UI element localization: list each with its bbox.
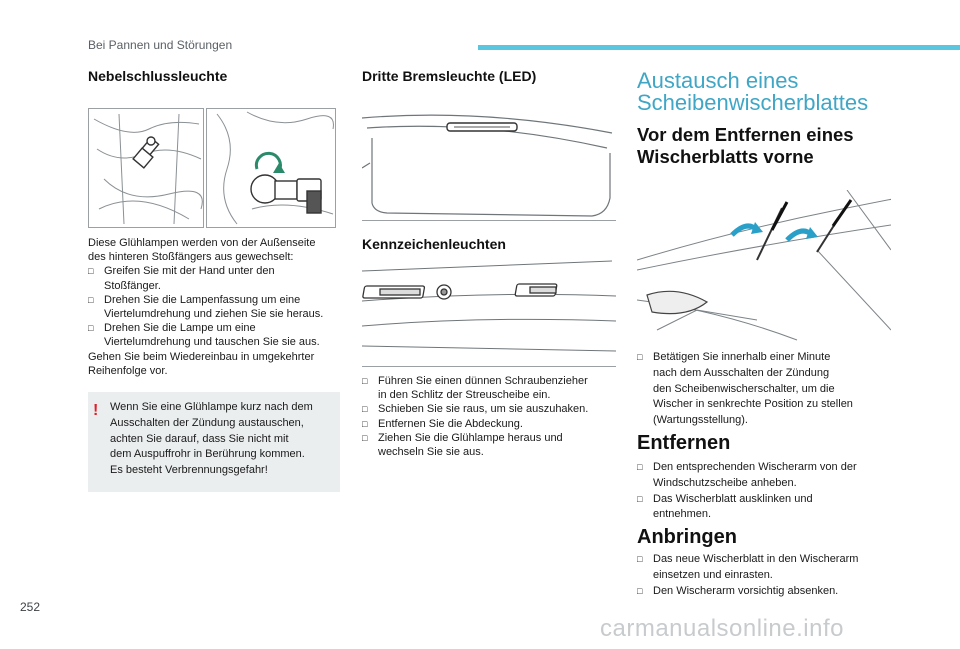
brake-light-figure — [362, 108, 616, 221]
checkbox-bullet-icon: □ — [362, 376, 368, 386]
bumper-underside-illustration — [89, 109, 203, 227]
list-item: □ Ziehen Sie die Glühlampe heraus und wechseln Sie sie aus. — [362, 431, 563, 459]
rear-window-illustration — [362, 108, 616, 220]
checkbox-bullet-icon: □ — [88, 323, 94, 334]
checkbox-bullet-icon: □ — [362, 418, 368, 429]
outro-line: Reihenfolge vor. — [88, 364, 168, 377]
checkbox-bullet-icon: □ — [637, 585, 643, 596]
windscreen-wiper-illustration — [637, 190, 891, 342]
list-item: □ Drehen Sie die Lampenfassung um eine Viertelumdrehung und ziehen Sie sie heraus. — [88, 293, 324, 321]
fog-light-figure-2 — [206, 108, 336, 228]
list-item: □ Schieben Sie sie raus, um sie auszuhaken. — [362, 403, 589, 416]
plate-light-instructions — [362, 374, 622, 459]
brake-light-title: Dritte Bremsleuchte (LED) — [362, 68, 537, 84]
plate-light-figure — [362, 256, 616, 367]
intro-line: des hinteren Stoßfängers aus gewechselt: — [88, 251, 294, 264]
wiper-section-title: Austausch eines Scheibenwischerblattes — [637, 68, 869, 115]
list-item: □ Das neue Wischerblatt in den Wischerarm einsetzen und einrasten. — [637, 553, 859, 581]
intro-line: Diese Glühlampen werden von der Außenseite — [88, 237, 316, 249]
outro-line: Gehen Sie beim Wiedereinbau in umgekehrter — [88, 350, 315, 363]
install-title: Anbringen — [637, 526, 737, 548]
fog-light-steps — [88, 264, 343, 349]
checkbox-bullet-icon: □ — [88, 266, 94, 277]
watermark: carmanualsonline.info — [600, 615, 844, 642]
bulb-holder-illustration — [207, 109, 335, 227]
license-plate-area-illustration — [362, 256, 616, 366]
fog-light-title: Nebelschlussleuchte — [88, 68, 228, 84]
checkbox-bullet-icon: □ — [362, 432, 368, 443]
remove-title: Entfernen — [637, 432, 731, 454]
list-item: □ Drehen Sie die Lampe um eine Viertelumdrehung und tauschen Sie sie aus. — [88, 322, 320, 349]
maintenance-position-instructions — [637, 350, 897, 429]
warning-text: Wenn Sie eine Glühlampe kurz nach dem Ausschalten der Zündung austauschen, achten Sie darauf, dass Sie nicht mit dem Auspuffrohr in Berührung kommen. Es besteht Verbrennungsgefahr! — [110, 401, 313, 477]
checkbox-bullet-icon: □ — [637, 554, 643, 564]
list-item: □ Führen Sie einen dünnen Schraubenzieher in den Schlitz der Streuscheibe ein. — [362, 375, 588, 402]
wiper-figure — [637, 190, 891, 342]
accent-bar — [478, 45, 960, 50]
checkbox-bullet-icon: □ — [637, 493, 643, 504]
page-number: 252 — [20, 600, 41, 614]
fog-light-instructions — [88, 236, 343, 378]
checkbox-bullet-icon: □ — [637, 462, 643, 472]
list-item: □ Betätigen Sie innerhalb einer Minute nach dem Ausschalten der Zündung den Scheibenwischerschalter, um die Wischer in senkrechte Position zu stellen (Wartungsstellung). — [637, 351, 853, 427]
checkbox-bullet-icon: □ — [637, 352, 643, 362]
section-label: Bei Pannen und Störungen — [88, 38, 233, 52]
remove-instructions — [637, 460, 897, 523]
list-item: □ Das Wischerblatt ausklinken und entnehmen. — [637, 492, 813, 521]
plate-light-title: Kennzeichenleuchten — [362, 236, 506, 252]
install-instructions — [637, 552, 897, 599]
list-item: □ Greifen Sie mit der Hand unter den Stoßfänger. — [88, 265, 275, 292]
list-item: □ Entfernen Sie die Abdeckung. — [362, 417, 523, 430]
list-item: □ Den Wischerarm vorsichtig absenken. — [637, 584, 897, 600]
checkbox-bullet-icon: □ — [362, 404, 368, 415]
warning-icon: ! — [93, 402, 99, 419]
before-removal-title: Vor dem Entfernen eines Wischerblatts vorne — [637, 124, 854, 167]
warning-box — [88, 392, 340, 492]
checkbox-bullet-icon: □ — [88, 294, 94, 305]
fog-light-figure-1 — [88, 108, 204, 228]
list-item: □ Den entsprechenden Wischerarm von der Windschutzscheibe anheben. — [637, 461, 857, 489]
